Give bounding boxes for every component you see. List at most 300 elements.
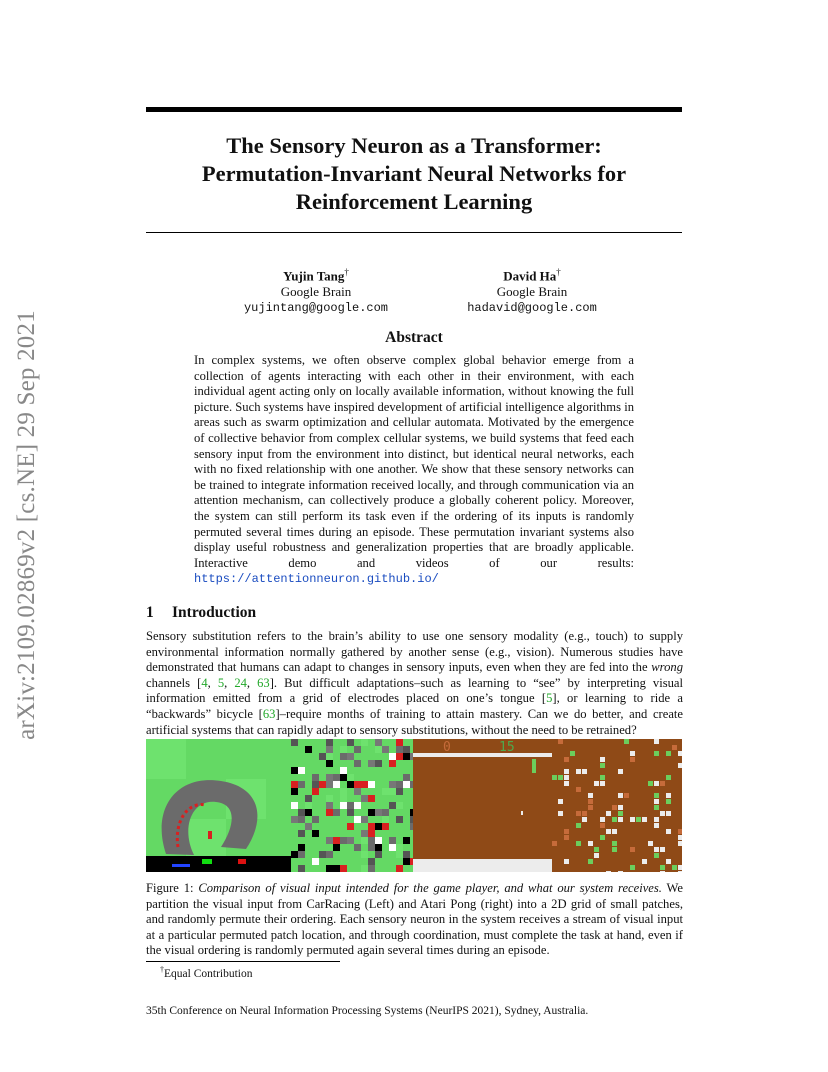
intro-text: Sensory substitution refers to the brain’s ability to use one sensory modality (e.g., touch) to supply environmental information normally gathered by another sense (e.g., vision). Numerous studies have demonstrated that humans can adapt to changes in sensory inputs, even when they are fed into the <box>146 629 683 675</box>
shuffled-patch <box>600 835 605 840</box>
shuffled-patch <box>618 871 623 872</box>
pong-top-wall <box>413 753 552 757</box>
author-block-1 <box>196 264 436 316</box>
shuffled-patch <box>298 830 305 837</box>
shuffled-patch <box>291 844 298 851</box>
shuffled-patch <box>666 829 671 834</box>
shuffled-patch <box>642 859 647 864</box>
shuffled-patch <box>368 781 375 788</box>
shuffled-patch <box>666 775 671 780</box>
shuffled-patch <box>672 865 677 870</box>
shuffled-patch <box>678 763 682 768</box>
shuffled-patch <box>570 751 575 756</box>
shuffled-patch <box>594 847 599 852</box>
shuffled-patch <box>396 802 403 809</box>
caption-label: Figure 1: <box>146 881 199 895</box>
shuffled-patch <box>558 739 563 744</box>
shuffled-patch <box>403 753 410 760</box>
shuffled-patch <box>636 817 641 822</box>
shuffled-patch <box>305 802 312 809</box>
shuffled-patch <box>588 805 593 810</box>
shuffled-patch <box>564 757 569 762</box>
intro-text: ]. But difficult adaptations–such as learning to “see” by interpreting visual information emitted from a grid of electrodes placed on one’s tongue [ <box>146 675 684 706</box>
shuffled-patch <box>368 774 375 781</box>
shuffled-patch <box>396 865 403 872</box>
shuffled-patch <box>630 817 635 822</box>
shuffled-patch <box>396 816 403 823</box>
shuffled-patch <box>298 844 305 851</box>
shuffled-patch <box>606 829 611 834</box>
shuffled-patch <box>612 805 617 810</box>
shuffled-patch <box>368 823 375 830</box>
shuffled-patch <box>600 775 605 780</box>
shuffled-patch <box>368 837 375 844</box>
footnote-rule <box>146 961 340 962</box>
shuffled-patch <box>326 795 333 802</box>
shuffled-patch <box>654 751 659 756</box>
shuffled-patch <box>305 823 312 830</box>
shuffled-patch <box>403 823 410 830</box>
shuffled-patch <box>396 739 403 746</box>
shuffled-patch <box>361 865 368 872</box>
shuffled-patch <box>630 865 635 870</box>
shuffled-patch <box>618 793 623 798</box>
shuffled-patch <box>291 858 298 865</box>
shuffled-patch <box>340 865 347 872</box>
author-name: Yujin Tang <box>283 268 345 284</box>
shuffled-patch <box>361 781 368 788</box>
shuffled-patch <box>298 767 305 774</box>
pong-panel <box>413 739 552 872</box>
shuffled-patch <box>354 816 361 823</box>
shuffled-patch <box>654 823 659 828</box>
shuffled-patch <box>291 774 298 781</box>
citation-link[interactable]: 63 <box>257 675 270 690</box>
shuffled-patch <box>600 781 605 786</box>
citation-link[interactable]: 63 <box>262 706 276 721</box>
shuffled-patch <box>403 781 410 788</box>
shuffled-patch <box>319 739 326 746</box>
shuffled-patch <box>291 816 298 823</box>
shuffled-patch <box>312 816 319 823</box>
shuffled-patch <box>312 858 319 865</box>
shuffled-patch <box>354 823 361 830</box>
shuffled-patch <box>319 809 326 816</box>
shuffled-patch <box>389 788 396 795</box>
shuffled-patch <box>630 757 635 762</box>
arxiv-stamp <box>2 290 52 760</box>
shuffled-patch <box>298 753 305 760</box>
shuffled-patch <box>672 745 677 750</box>
shuffled-patch <box>630 751 635 756</box>
shuffled-patch <box>326 809 333 816</box>
shuffled-patch <box>361 851 368 858</box>
shuffled-patch <box>326 774 333 781</box>
shuffled-patch <box>326 788 333 795</box>
shuffled-patch <box>382 760 389 767</box>
shuffled-patch <box>612 847 617 852</box>
footnote-mark: † <box>160 965 164 974</box>
intro-emphasis: wrong <box>651 660 683 675</box>
shuffled-patch <box>340 760 347 767</box>
shuffled-patch <box>347 739 354 746</box>
shuffled-patch <box>582 769 587 774</box>
intro-text: ]–require months of training to attain mastery. Can we do better, and create artificial systems that can rapidly adapt to sensory substitutions, without the need to be retrained? <box>146 706 683 737</box>
shuffled-patch <box>312 851 319 858</box>
shuffled-patch <box>666 793 671 798</box>
shuffled-patch <box>326 746 333 753</box>
author-email[interactable]: yujintang@google.com <box>243 301 389 316</box>
shuffled-patch <box>654 799 659 804</box>
shuffled-patch <box>396 767 403 774</box>
shuffled-patch <box>564 775 569 780</box>
shuffled-patch <box>326 802 333 809</box>
shuffled-patch <box>654 805 659 810</box>
shuffled-patch <box>347 774 354 781</box>
shuffled-patch <box>333 774 340 781</box>
shuffled-patch <box>403 858 410 865</box>
shuffled-patch <box>361 739 368 746</box>
citation-link[interactable]: 24 <box>234 675 247 690</box>
shuffled-patch <box>347 837 354 844</box>
shuffled-patch <box>368 844 375 851</box>
shuffled-patch <box>654 853 659 858</box>
shuffled-patch <box>576 769 581 774</box>
shuffled-patch <box>678 871 682 872</box>
shuffled-patch <box>312 774 319 781</box>
author-mark: † <box>344 267 349 277</box>
shuffled-patch <box>305 865 312 872</box>
shuffled-patch <box>660 811 665 816</box>
shuffled-patch <box>368 865 375 872</box>
shuffled-patch <box>654 847 659 852</box>
pong-score-left: 0 <box>443 740 451 755</box>
citation-link[interactable]: 4 <box>201 675 208 690</box>
shuffled-patch <box>361 837 368 844</box>
shuffled-patch <box>403 837 410 844</box>
shuffled-patch <box>347 809 354 816</box>
shuffled-patch <box>319 858 326 865</box>
paper-title <box>146 132 682 216</box>
shuffled-patch <box>678 829 682 834</box>
intro-paragraph: Sensory substitution refers to the brain’s ability to use one sensory modality (e.g., touch) to supply environmental information normally gathered by another sense (e.g., vision). Numerous studies have demonstrated that humans can adapt to changes in sensory inputs, even when they are fed into the wrong channels [4, 5, 24, 63]. But difficult adaptations–such as learning to “see” by interpreting visual information emitted from a grid of electrodes placed on one’s tongue [5], or learning to ride a “backwards” bicycle [63]–require months of training to attain mastery. Can we do better, and create artificial systems that can rapidly adapt to sensory substitutions, without the need to be retrained? <box>146 629 684 737</box>
author-mark: † <box>556 267 561 277</box>
shuffled-patch <box>375 851 382 858</box>
author-email[interactable]: hadavid@google.com <box>467 301 597 316</box>
shuffled-patch <box>678 865 682 870</box>
shuffled-patch <box>340 774 347 781</box>
shuffled-patch <box>361 830 368 837</box>
shuffled-patch <box>618 817 623 822</box>
shuffled-patch <box>305 746 312 753</box>
shuffled-patch <box>396 753 403 760</box>
shuffled-patch <box>340 802 347 809</box>
figure-caption <box>146 881 683 959</box>
venue-line: 35th Conference on Neural Information Processing Systems (NeurIPS 2021), Sydney, Australia. <box>146 1005 589 1017</box>
shuffled-patch <box>347 767 354 774</box>
citation-link[interactable]: 5 <box>217 675 225 690</box>
shuffled-patch <box>326 865 333 872</box>
title-top-rule <box>146 107 682 112</box>
shuffled-patch <box>319 781 326 788</box>
arxiv-stamp-text: arXiv:2109.02869v2 [cs.NE] 29 Sep 2021 <box>13 310 40 740</box>
title-line: Reinforcement Learning <box>295 189 533 214</box>
shuffled-patch <box>396 844 403 851</box>
shuffled-patch <box>660 847 665 852</box>
shuffled-patch <box>375 739 382 746</box>
shuffled-patch <box>678 835 682 840</box>
shuffled-patch <box>298 781 305 788</box>
shuffled-patch <box>361 844 368 851</box>
shuffled-patch <box>648 841 653 846</box>
shuffled-patch <box>396 851 403 858</box>
shuffled-patch <box>576 811 581 816</box>
shuffled-patch <box>333 865 340 872</box>
shuffled-patch <box>654 739 659 744</box>
shuffled-patch <box>368 830 375 837</box>
section-title: Introduction <box>172 604 257 621</box>
shuffled-patch <box>340 753 347 760</box>
shuffled-patch <box>368 858 375 865</box>
steer-bar <box>238 859 246 864</box>
shuffled-patch <box>319 851 326 858</box>
pong-score-right: 15 <box>499 740 515 755</box>
abstract-heading: Abstract <box>385 329 443 346</box>
author-name: David Ha <box>503 268 557 284</box>
shuffled-patch <box>326 760 333 767</box>
shuffled-patch <box>326 851 333 858</box>
shuffled-patch <box>654 781 659 786</box>
footnote-text: Equal Contribution <box>164 967 253 980</box>
shuffled-patch <box>403 746 410 753</box>
shuffled-patch <box>666 859 671 864</box>
title-line: The Sensory Neuron as a Transformer: <box>226 133 602 158</box>
title-bottom-rule <box>146 232 682 233</box>
shuffled-patch <box>368 809 375 816</box>
shuffled-patch <box>312 830 319 837</box>
shuffled-patch <box>576 841 581 846</box>
shuffled-patch <box>564 781 569 786</box>
shuffled-patch <box>298 851 305 858</box>
car-dashboard <box>146 856 291 872</box>
shuffled-patch <box>354 767 361 774</box>
race-car <box>208 831 212 839</box>
author-block-2 <box>412 264 652 316</box>
footnote <box>160 965 252 980</box>
shuffled-patch <box>389 802 396 809</box>
shuffled-patch <box>354 781 361 788</box>
shuffled-patch <box>368 795 375 802</box>
shuffled-patch <box>624 793 629 798</box>
shuffled-patch <box>564 859 569 864</box>
pong-ball <box>521 811 523 815</box>
shuffled-patch <box>594 781 599 786</box>
caption-italic: Comparison of visual input intended for the game player, and what our system receives. <box>198 881 662 895</box>
shuffled-patch <box>389 760 396 767</box>
shuffled-patch <box>305 795 312 802</box>
caption-text: We partition the visual input from CarRacing (Left) and Atari Pong (right) into a 2D grid of small patches, and randomly permute their ordering. Each sensory neuron in the system receives a stream of visual input at a particular permuted patch location, and through coordination, must complete the task at hand, even if the visual ordering is randomly permuted again several times during an episode. <box>146 881 684 958</box>
shuffled-patch <box>396 781 403 788</box>
shuffled-patch <box>291 802 298 809</box>
shuffled-patch <box>396 858 403 865</box>
shuffled-patch <box>558 799 563 804</box>
shuffled-patch <box>666 811 671 816</box>
shuffled-patch <box>340 795 347 802</box>
shuffled-patch <box>382 746 389 753</box>
shuffled-patch <box>582 811 587 816</box>
intro-text: ], or learning to ride a “backwards” bicycle [ <box>146 691 683 721</box>
shuffled-patch <box>648 781 653 786</box>
pong-bottom-wall <box>413 859 552 872</box>
speed-bar <box>172 864 190 867</box>
shuffled-patch <box>654 817 659 822</box>
shuffled-patch <box>333 781 340 788</box>
shuffled-patch <box>389 781 396 788</box>
shuffled-patch <box>361 795 368 802</box>
shuffled-patch <box>600 817 605 822</box>
shuffled-patch <box>600 763 605 768</box>
shuffled-patch <box>564 835 569 840</box>
carracing-shuffled-panel <box>291 739 417 872</box>
shuffled-patch <box>354 802 361 809</box>
shuffled-patch <box>319 788 326 795</box>
shuffled-patch <box>576 823 581 828</box>
shuffled-patch <box>347 858 354 865</box>
shuffled-patch <box>678 751 682 756</box>
shuffled-patch <box>298 865 305 872</box>
shuffled-patch <box>319 753 326 760</box>
shuffled-patch <box>375 816 382 823</box>
shuffled-patch <box>558 811 563 816</box>
pong-shuffled-panel <box>552 739 682 872</box>
shuffled-patch <box>630 847 635 852</box>
shuffled-patch <box>612 817 617 822</box>
shuffled-patch <box>312 788 319 795</box>
shuffled-patch <box>326 837 333 844</box>
shuffled-patch <box>389 837 396 844</box>
shuffled-patch <box>340 837 347 844</box>
section-number: 1 <box>146 604 154 621</box>
shuffled-patch <box>347 753 354 760</box>
shuffled-patch <box>588 799 593 804</box>
shuffled-patch <box>588 841 593 846</box>
shuffled-patch <box>600 757 605 762</box>
shuffled-patch <box>347 823 354 830</box>
shuffled-patch <box>354 788 361 795</box>
project-link[interactable]: https://attentionneuron.github.io/ <box>194 572 439 587</box>
shuffled-patch <box>375 844 382 851</box>
shuffled-patch <box>389 753 396 760</box>
shuffled-patch <box>347 802 354 809</box>
author-affiliation: Google Brain <box>496 284 568 300</box>
shuffled-patch <box>319 823 326 830</box>
shuffled-patch <box>375 823 382 830</box>
shuffled-patch <box>660 865 665 870</box>
shuffled-patch <box>654 793 659 798</box>
shuffled-patch <box>624 739 629 744</box>
shuffled-patch <box>403 851 410 858</box>
shuffled-patch <box>660 871 665 872</box>
shuffled-patch <box>382 823 389 830</box>
shuffled-patch <box>618 811 623 816</box>
shuffled-patch <box>312 767 319 774</box>
section-heading <box>146 604 256 622</box>
shuffled-patch <box>396 788 403 795</box>
citation-link[interactable]: 5 <box>546 691 553 706</box>
shuffled-patch <box>600 823 605 828</box>
shuffled-patch <box>666 751 671 756</box>
shuffled-patch <box>552 775 557 780</box>
shuffled-patch <box>382 816 389 823</box>
shuffled-patch <box>375 746 382 753</box>
shuffled-patch <box>612 841 617 846</box>
shuffled-patch <box>298 809 305 816</box>
shuffled-patch <box>340 767 347 774</box>
shuffled-patch <box>660 781 665 786</box>
shuffled-patch <box>576 787 581 792</box>
shuffled-patch <box>340 788 347 795</box>
shuffled-patch <box>582 817 587 822</box>
abstract-body <box>194 353 634 588</box>
intro-text: channels [ <box>146 675 202 690</box>
shuffled-patch <box>326 739 333 746</box>
shuffled-patch <box>396 746 403 753</box>
shuffled-patch <box>389 858 396 865</box>
shuffled-patch <box>612 829 617 834</box>
shuffled-patch <box>312 781 319 788</box>
shuffled-patch <box>333 809 340 816</box>
shuffled-patch <box>291 739 298 746</box>
shuffled-patch <box>354 844 361 851</box>
shuffled-patch <box>666 799 671 804</box>
shuffled-patch <box>354 746 361 753</box>
shuffled-patch <box>382 809 389 816</box>
shuffled-patch <box>389 844 396 851</box>
shuffled-patch <box>361 816 368 823</box>
shuffled-patch <box>354 760 361 767</box>
abs-bar <box>202 859 212 864</box>
author-affiliation: Google Brain <box>280 284 352 300</box>
shuffled-patch <box>333 844 340 851</box>
shuffled-patch <box>564 829 569 834</box>
shuffled-patch <box>375 809 382 816</box>
shuffled-patch <box>564 769 569 774</box>
figure-1 <box>146 739 682 872</box>
shuffled-patch <box>618 769 623 774</box>
shuffled-patch <box>291 746 298 753</box>
shuffled-patch <box>368 760 375 767</box>
shuffled-patch <box>298 816 305 823</box>
shuffled-patch <box>606 811 611 816</box>
shuffled-patch <box>594 853 599 858</box>
shuffled-patch <box>326 753 333 760</box>
shuffled-patch <box>368 739 375 746</box>
shuffled-patch <box>606 871 611 872</box>
shuffled-patch <box>305 809 312 816</box>
pong-paddle <box>532 759 536 773</box>
shuffled-patch <box>368 767 375 774</box>
shuffled-patch <box>333 837 340 844</box>
shuffled-patch <box>375 760 382 767</box>
shuffled-patch <box>291 823 298 830</box>
shuffled-patch <box>558 775 563 780</box>
shuffled-patch <box>340 746 347 753</box>
grass-tile <box>146 739 186 779</box>
shuffled-patch <box>291 851 298 858</box>
shuffled-patch <box>333 851 340 858</box>
shuffled-patch <box>375 837 382 844</box>
shuffled-patch <box>347 781 354 788</box>
